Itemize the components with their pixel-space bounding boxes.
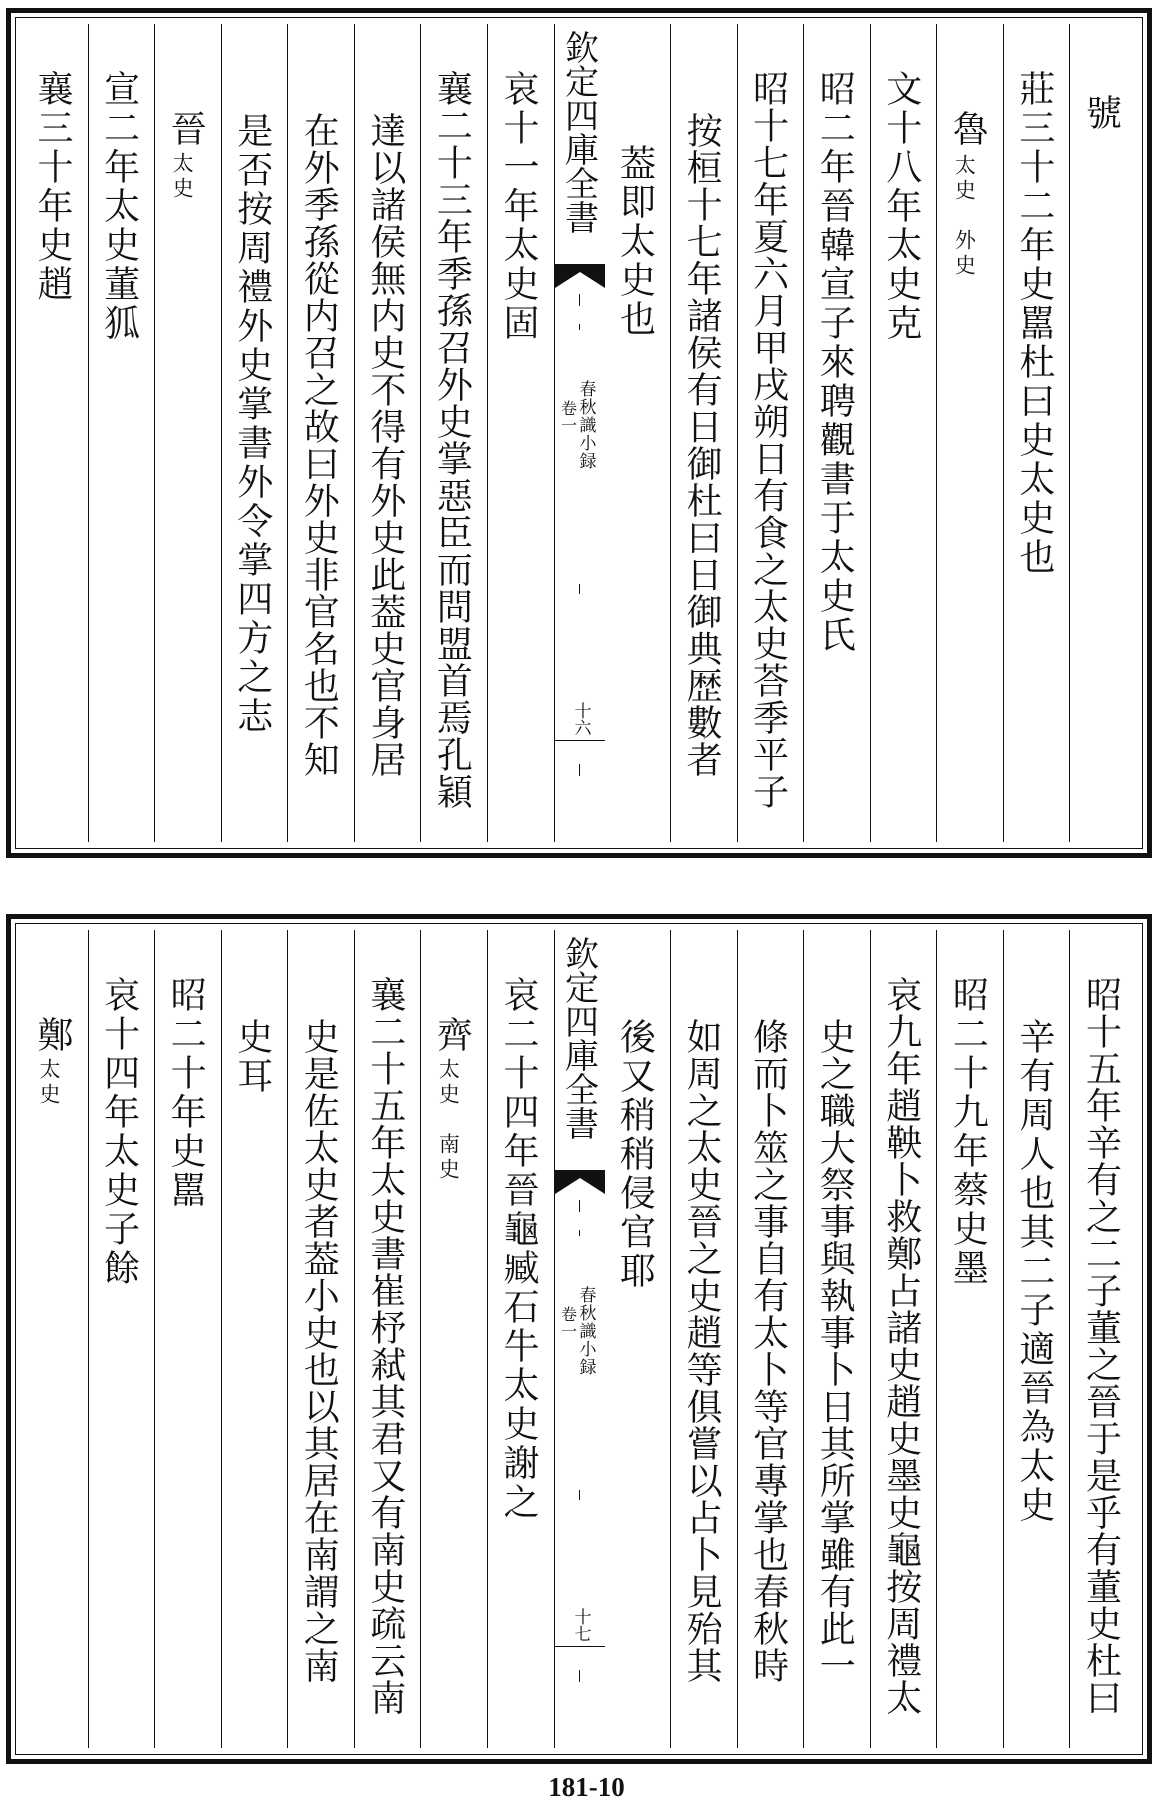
text-column	[22, 930, 88, 1748]
column-small-note: 太史	[37, 1058, 61, 1108]
column-text: 是否按周禮外史掌書外令掌四方之志	[231, 112, 273, 736]
column-text: 在外季孫從内召之故曰外史非官名也不知	[298, 112, 340, 778]
column-text: 晉	[165, 110, 207, 149]
column-text: 昭十七年夏六月甲戌朔日有食之太史荅季平子	[747, 70, 789, 810]
column-text: 哀十一年太史固	[497, 70, 539, 343]
spine-tick	[579, 324, 580, 330]
text-column	[420, 24, 487, 842]
text-column	[22, 24, 88, 842]
spine-book-title: 春秋識小録	[575, 1286, 596, 1376]
page-number: 181-10	[548, 1772, 625, 1802]
column-text: 襄二十五年太史書崔杼弒其君又有南史疏云南	[364, 976, 406, 1716]
text-column	[670, 930, 737, 1748]
spine-tick	[579, 1200, 580, 1212]
text-column	[354, 24, 421, 842]
text-column	[936, 930, 1003, 1748]
column-text: 哀二十四年晉龜臧石牛太史謝之	[497, 976, 539, 1522]
fish-tail-mark	[555, 1168, 605, 1196]
column-text: 鄭	[32, 1016, 73, 1055]
spine-book-title: 春秋識小録	[575, 380, 596, 470]
text-column	[605, 24, 671, 842]
text-column	[1069, 24, 1136, 842]
center-spine	[554, 930, 605, 1748]
column-text: 辛有周人也其二子適晉為太史	[1013, 1018, 1055, 1525]
upper-page	[6, 8, 1152, 858]
text-column	[936, 24, 1003, 842]
fish-tail-mark	[555, 262, 605, 290]
text-column	[420, 930, 487, 1748]
spine-tick	[579, 764, 580, 776]
text-column	[88, 930, 155, 1748]
column-text: 按桓十七年諸侯有日御杜曰日御典歴數者	[681, 112, 723, 778]
text-column	[287, 930, 354, 1748]
text-column	[154, 930, 221, 1748]
text-column	[670, 24, 737, 842]
text-column	[737, 24, 804, 842]
column-text: 史耳	[231, 1018, 273, 1096]
text-column	[870, 24, 937, 842]
column-small-note: 太史 南史	[436, 1058, 461, 1183]
spine-tick	[579, 1230, 580, 1236]
lower-page-columns	[22, 930, 1136, 1748]
spine-tick	[579, 1670, 580, 1682]
spine-volume: 卷一	[558, 400, 578, 434]
text-column	[605, 930, 671, 1748]
column-text: 昭十五年辛有之二子董之晉于是乎有董史杜曰	[1080, 976, 1122, 1716]
text-column	[221, 930, 288, 1748]
spine-folio: 十七	[570, 1608, 591, 1642]
text-column	[803, 24, 870, 842]
column-text: 史是佐太史者葢小史也以其居在南謂之南	[298, 1018, 340, 1684]
column-text: 條而卜筮之事自有太卜等官專掌也春秋時	[747, 1018, 789, 1684]
column-text: 達以諸侯無内史不得有外史此葢史官身居	[364, 112, 406, 778]
column-text: 昭二十年史嚚	[165, 976, 207, 1210]
spine-rule	[555, 740, 605, 741]
center-spine	[554, 24, 605, 842]
column-text: 魯	[947, 110, 989, 149]
column-text: 哀十四年太史子餘	[98, 976, 140, 1288]
text-column	[221, 24, 288, 842]
spine-tick	[579, 1490, 580, 1500]
column-text: 如周之太史晉之史趙等俱嘗以占卜見殆其	[681, 1018, 723, 1684]
text-column	[1003, 24, 1070, 842]
text-column	[487, 930, 554, 1748]
text-column	[1003, 930, 1070, 1748]
spine-tick	[579, 294, 580, 306]
text-column	[870, 930, 937, 1748]
text-column	[803, 930, 870, 1748]
upper-page-columns	[22, 24, 1136, 842]
column-text: 哀九年趙鞅卜救鄭占諸史趙史墨史龜按周禮太	[880, 976, 922, 1716]
column-text: 昭二十九年蔡史墨	[947, 976, 989, 1288]
spine-rule	[555, 1646, 605, 1647]
spine-title: 欽定四庫全書	[558, 30, 599, 234]
column-text: 襄二十三年季孫召外史掌惡臣而問盟首焉孔穎	[431, 70, 473, 810]
text-column	[737, 930, 804, 1748]
column-text: 襄三十年史趙	[32, 70, 73, 304]
spine-volume: 卷一	[558, 1306, 578, 1340]
text-column	[287, 24, 354, 842]
text-column	[1069, 930, 1136, 1748]
column-text: 昭二年晉韓宣子來聘觀書于太史氏	[814, 70, 856, 655]
text-column	[154, 24, 221, 842]
column-text: 後又稍稍侵官耶	[614, 1018, 656, 1291]
column-small-note: 太史 外史	[952, 154, 977, 279]
column-text: 號	[1080, 94, 1122, 133]
spine-title: 欽定四庫全書	[558, 936, 599, 1140]
column-text: 莊三十二年史嚚杜曰史太史也	[1013, 70, 1055, 577]
lower-page	[6, 914, 1152, 1764]
column-small-note: 太史	[170, 152, 195, 202]
spine-folio: 十六	[570, 702, 591, 736]
column-text: 宣二年太史董狐	[98, 70, 140, 343]
text-column	[487, 24, 554, 842]
column-text: 史之職大祭事與執事卜日其所掌雖有此一	[814, 1018, 856, 1684]
column-text: 文十八年太史克	[880, 70, 922, 343]
spine-tick	[579, 584, 580, 594]
column-text: 葢即太史也	[614, 144, 656, 339]
column-text: 齊	[431, 1016, 473, 1055]
text-column	[88, 24, 155, 842]
text-column	[354, 930, 421, 1748]
